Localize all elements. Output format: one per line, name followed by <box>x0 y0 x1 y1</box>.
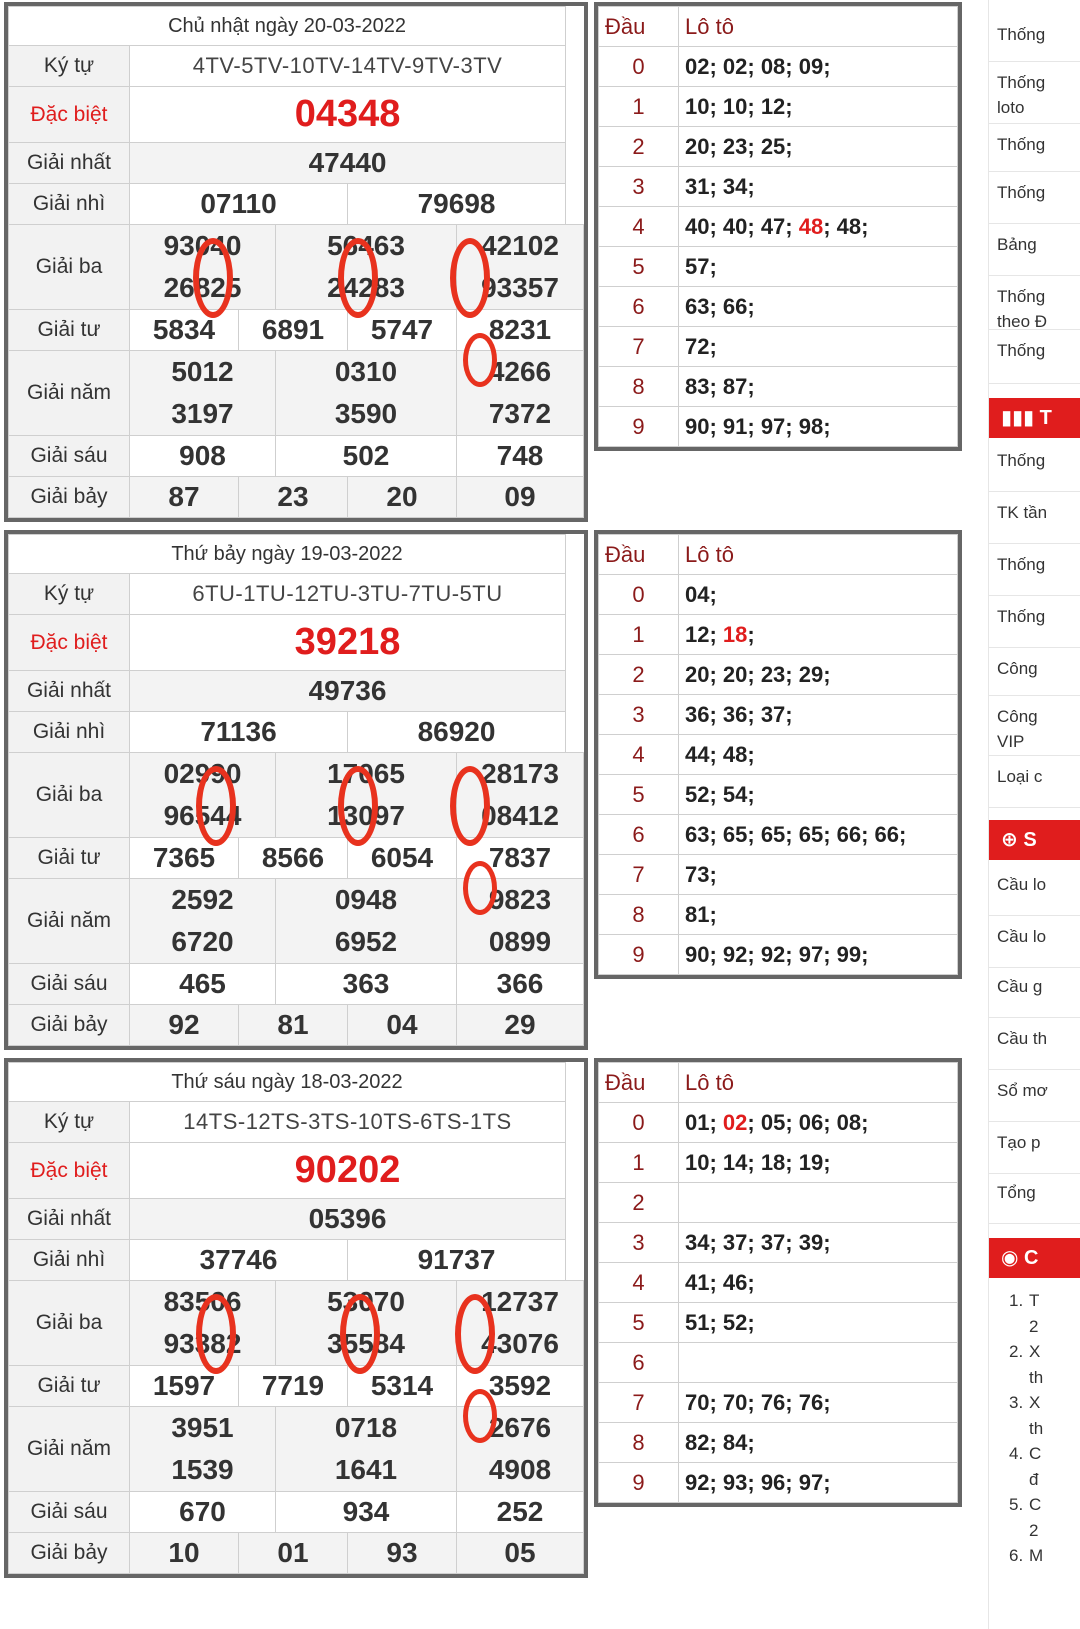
loto-values: 20; 23; 25; <box>685 133 793 159</box>
loto-dau-digit: 6 <box>632 293 645 319</box>
giai-ba-value: 35584 <box>327 1328 405 1359</box>
label-giai-tu: Giải tư <box>37 1374 101 1397</box>
giai-nam-value: 0948 <box>334 884 398 915</box>
giai-nam-value: 1641 <box>334 1454 398 1485</box>
loto-values: 73; <box>685 861 717 887</box>
loto-values: ; 48; <box>823 213 869 239</box>
loto-table <box>594 1058 962 1507</box>
sidebar-section-header: ◉ C <box>989 1238 1080 1278</box>
giai-bay-value: 87 <box>168 481 200 512</box>
giai-tu-value: 6891 <box>261 314 325 345</box>
giai-bay-value: 20 <box>386 481 418 512</box>
result-block <box>0 0 1040 530</box>
list-number: 4. <box>1009 1444 1024 1463</box>
label-giai-nhi: Giải nhì <box>32 720 106 743</box>
sidebar-link[interactable]: Thống loto <box>989 62 1080 124</box>
highlight-circle <box>463 333 497 387</box>
loto-dau-digit: 0 <box>632 53 645 79</box>
giai-bay-value: 81 <box>277 1009 309 1040</box>
sidebar-link[interactable]: Cầu lo <box>989 864 1080 916</box>
loto-values: 41; 46; <box>685 1269 755 1295</box>
sidebar-link[interactable]: Thống <box>989 330 1080 384</box>
loto-dau-digit: 4 <box>632 213 645 239</box>
result-block <box>0 528 1040 1058</box>
giai-tu-value: 7837 <box>488 842 552 873</box>
sidebar-link[interactable]: Tổng <box>989 1172 1080 1224</box>
label-dac-biet: Đặc biệt <box>30 102 108 126</box>
sidebar-link[interactable]: Thống theo Đ <box>989 276 1080 330</box>
loto-values: 02 <box>722 1109 748 1135</box>
label-giai-sau: Giải sáu <box>30 444 108 467</box>
label-giai-bay: Giải bảy <box>30 485 108 508</box>
sidebar-list-item[interactable] <box>989 1441 1080 1492</box>
label-giai-sau: Giải sáu <box>30 972 108 995</box>
giai-sau-value: 465 <box>179 968 226 999</box>
sidebar-list-item[interactable] <box>989 1390 1080 1441</box>
sidebar-link[interactable]: Công <box>989 648 1080 696</box>
label-giai-nam: Giải năm <box>26 909 112 932</box>
giai-nhi-value: 91737 <box>417 1244 496 1275</box>
list-number: 2. <box>1009 1342 1024 1361</box>
loto-values: 44; 48; <box>685 741 755 767</box>
loto-values: 57; <box>685 253 717 279</box>
giai-sau-value: 502 <box>342 440 390 471</box>
label-giai-nhi: Giải nhì <box>32 192 106 215</box>
giai-sau-value: 670 <box>179 1496 226 1527</box>
giai-ba-value: 08412 <box>481 800 559 831</box>
highlight-circle <box>450 238 490 318</box>
giai-bay-value: 92 <box>168 1009 200 1040</box>
sidebar-list-item[interactable] <box>989 1492 1080 1543</box>
loto-table <box>594 530 962 979</box>
sidebar-link[interactable]: Cầu th <box>989 1018 1080 1070</box>
giai-ba-value: 96544 <box>163 800 242 831</box>
label-dac-biet: Đặc biệt <box>30 630 108 654</box>
sidebar-section-header: ⊕ S <box>989 820 1080 860</box>
loto-values: 90; 92; 92; 97; 99; <box>685 941 869 967</box>
label-kytu: Ký tự <box>43 582 95 605</box>
giai-nam-value: 6952 <box>334 926 398 957</box>
giai-nhat-value: 47440 <box>308 147 387 178</box>
giai-tu-value: 3592 <box>488 1370 552 1401</box>
label-dac-biet: Đặc biệt <box>30 1158 108 1182</box>
giai-ba-value: 02990 <box>163 758 242 789</box>
sidebar-link[interactable]: Cầu g <box>989 966 1080 1018</box>
loto-values: 81; <box>685 901 717 927</box>
sidebar-list-item[interactable] <box>989 1288 1080 1339</box>
label-giai-ba: Giải ba <box>35 783 103 806</box>
label-giai-nhat: Giải nhất <box>26 1207 112 1230</box>
loto-values: 72; <box>685 333 717 359</box>
giai-bay-value: 05 <box>504 1537 536 1568</box>
giai-nam-value: 3197 <box>171 398 234 429</box>
loto-dau-digit: 2 <box>632 1189 645 1215</box>
loto-dau-digit: 7 <box>632 333 645 359</box>
sidebar <box>988 0 1080 1629</box>
sidebar-link[interactable]: Thống <box>989 172 1080 224</box>
loto-values: 51; 52; <box>685 1309 755 1335</box>
sidebar-section-header: ▮▮▮ T <box>989 398 1080 438</box>
giai-ba-value: 43076 <box>481 1328 559 1359</box>
loto-dau-digit: 6 <box>632 821 645 847</box>
kytu-value: 14TS-12TS-3TS-10TS-6TS-1TS <box>183 1109 512 1134</box>
label-giai-ba: Giải ba <box>35 255 103 278</box>
list-number: 6. <box>1009 1546 1024 1565</box>
loto-values: 48 <box>798 213 824 239</box>
giai-ba-value: 28173 <box>481 758 559 789</box>
highlight-circle <box>463 1389 497 1443</box>
giai-ba-value: 26825 <box>163 272 242 303</box>
loto-values: 63; 65; 65; 65; 66; 66; <box>685 821 907 847</box>
giai-nhi-value: 79698 <box>417 188 496 219</box>
loto-header-dau: Đầu <box>605 13 646 39</box>
sidebar-link[interactable]: Thống <box>989 124 1080 172</box>
loto-values: 90; 91; 97; 98; <box>685 413 831 439</box>
list-number: 3. <box>1009 1393 1024 1412</box>
kytu-value: 4TV-5TV-10TV-14TV-9TV-3TV <box>192 53 503 78</box>
loto-dau-digit: 4 <box>632 741 645 767</box>
highlight-circle <box>196 1294 236 1374</box>
loto-values: 63; 66; <box>685 293 755 319</box>
giai-bay-value: 29 <box>504 1009 536 1040</box>
sidebar-list-item[interactable] <box>989 1339 1080 1390</box>
loto-dau-digit: 9 <box>632 1469 645 1495</box>
sidebar-link[interactable]: Thống <box>989 544 1080 596</box>
label-giai-sau: Giải sáu <box>30 1500 108 1523</box>
giai-bay-value: 01 <box>277 1537 309 1568</box>
giai-sau-value: 366 <box>496 968 544 999</box>
giai-tu-value: 5314 <box>370 1370 434 1401</box>
loto-values: 12; <box>685 621 723 647</box>
loto-dau-digit: 3 <box>632 173 645 199</box>
draw-date: Thứ sáu ngày 18-03-2022 <box>171 1070 403 1093</box>
sidebar-link[interactable]: Thống <box>989 440 1080 492</box>
loto-values: ; <box>747 621 755 647</box>
label-kytu: Ký tự <box>43 1110 95 1133</box>
giai-nam-value: 5012 <box>171 356 234 387</box>
giai-nam-value: 0899 <box>488 926 552 957</box>
loto-header-loto: Lô tô <box>685 1069 734 1095</box>
giai-nam-value: 0310 <box>334 356 398 387</box>
sidebar-link[interactable]: Loại c <box>989 756 1080 808</box>
giai-nam-value: 7372 <box>488 398 552 429</box>
giai-ba-value: 53070 <box>327 1286 405 1317</box>
label-giai-nhi: Giải nhì <box>32 1248 106 1271</box>
highlight-circle <box>340 1294 380 1374</box>
label-giai-bay: Giải bảy <box>30 1013 108 1036</box>
loto-values: 34; 37; 37; 39; <box>685 1229 831 1255</box>
giai-nhi-value: 71136 <box>200 716 277 747</box>
list-number: 1. <box>1009 1291 1024 1310</box>
loto-dau-digit: 9 <box>632 941 645 967</box>
label-giai-tu: Giải tư <box>37 846 101 869</box>
loto-dau-digit: 5 <box>632 253 645 279</box>
sidebar-list-text: M <box>1029 1546 1044 1565</box>
label-giai-nam: Giải năm <box>26 381 112 404</box>
loto-values: 36; 36; 37; <box>685 701 793 727</box>
giai-ba-value: 93040 <box>163 230 242 261</box>
sidebar-link[interactable]: Tạo p <box>989 1122 1080 1174</box>
highlight-circle <box>196 766 236 846</box>
loto-dau-digit: 2 <box>632 661 645 687</box>
giai-nam-value: 6720 <box>171 926 234 957</box>
giai-nam-value: 4908 <box>488 1454 552 1485</box>
kytu-value: 6TU-1TU-12TU-3TU-7TU-5TU <box>192 581 503 606</box>
giai-nam-value: 3590 <box>334 398 398 429</box>
giai-nam-value: 2676 <box>488 1412 552 1443</box>
dac-biet-value: 39218 <box>294 621 401 663</box>
highlight-circle <box>450 766 490 846</box>
giai-ba-value: 42102 <box>481 230 559 261</box>
loto-dau-digit: 3 <box>632 1229 645 1255</box>
result-block <box>0 1056 1040 1586</box>
giai-ba-value: 13097 <box>327 800 405 831</box>
dac-biet-value: 04348 <box>294 93 401 135</box>
sidebar-list-text: C 2 <box>1029 1495 1042 1540</box>
highlight-circle <box>338 766 378 846</box>
giai-ba-value: 12737 <box>481 1286 559 1317</box>
giai-nhat-value: 05396 <box>308 1203 387 1234</box>
sidebar-link[interactable]: Bảng <box>989 224 1080 276</box>
dac-biet-value: 90202 <box>294 1149 401 1191</box>
giai-tu-value: 7365 <box>152 842 216 873</box>
loto-dau-digit: 5 <box>632 781 645 807</box>
loto-dau-digit: 1 <box>632 621 645 647</box>
sidebar-link[interactable]: Thống <box>989 14 1080 62</box>
loto-values: 02; 02; 08; 09; <box>685 53 831 79</box>
loto-values: 82; 84; <box>685 1429 755 1455</box>
giai-ba-value: 56463 <box>327 230 405 261</box>
giai-tu-value: 8566 <box>261 842 325 873</box>
giai-sau-value: 252 <box>496 1496 544 1527</box>
giai-tu-value: 5747 <box>370 314 434 345</box>
list-number: 5. <box>1009 1495 1024 1514</box>
loto-header-dau: Đầu <box>605 541 646 567</box>
loto-values: 20; 20; 23; 29; <box>685 661 831 687</box>
loto-dau-digit: 0 <box>632 581 645 607</box>
draw-date: Thứ bảy ngày 19-03-2022 <box>171 542 403 565</box>
giai-sau-value: 934 <box>342 1496 390 1527</box>
loto-values: 31; 34; <box>685 173 755 199</box>
giai-tu-value: 1597 <box>152 1370 216 1401</box>
sidebar-link[interactable]: Công VIP <box>989 696 1080 756</box>
result-table <box>4 1058 588 1578</box>
giai-nam-value: 0718 <box>334 1412 398 1443</box>
sidebar-link[interactable]: Cầu lo <box>989 916 1080 968</box>
giai-sau-value: 908 <box>179 440 226 471</box>
highlight-circle <box>463 861 497 915</box>
giai-nam-value: 4266 <box>488 356 552 387</box>
giai-tu-value: 6054 <box>370 842 434 873</box>
loto-dau-digit: 1 <box>632 1149 645 1175</box>
loto-header-loto: Lô tô <box>685 13 734 39</box>
highlight-circle <box>193 238 233 318</box>
highlight-circle <box>338 238 378 318</box>
loto-dau-digit: 0 <box>632 1109 645 1135</box>
loto-dau-digit: 5 <box>632 1309 645 1335</box>
loto-dau-digit: 7 <box>632 1389 645 1415</box>
loto-values: 01; <box>685 1109 723 1135</box>
loto-dau-digit: 4 <box>632 1269 645 1295</box>
loto-dau-digit: 3 <box>632 701 645 727</box>
loto-values: 04; <box>685 581 717 607</box>
giai-nhi-value: 86920 <box>417 716 496 747</box>
label-giai-nhat: Giải nhất <box>26 151 112 174</box>
giai-nam-value: 9823 <box>488 884 552 915</box>
giai-nam-value: 1539 <box>171 1454 234 1485</box>
sidebar-list-text: C đ <box>1029 1444 1042 1489</box>
loto-values: 92; 93; 96; 97; <box>685 1469 831 1495</box>
loto-header-dau: Đầu <box>605 1069 646 1095</box>
giai-nam-value: 3951 <box>171 1412 234 1443</box>
label-kytu: Ký tự <box>43 54 95 77</box>
giai-tu-value: 5834 <box>152 314 216 345</box>
label-giai-tu: Giải tư <box>37 318 101 341</box>
giai-bay-value: 04 <box>386 1009 418 1040</box>
label-giai-nam: Giải năm <box>26 1437 112 1460</box>
giai-nhi-value: 07110 <box>200 188 277 219</box>
loto-values: 70; 70; 76; 76; <box>685 1389 831 1415</box>
loto-values: 40; 40; 47; <box>685 213 799 239</box>
result-table <box>4 530 588 1050</box>
loto-values: 83; 87; <box>685 373 755 399</box>
label-giai-nhat: Giải nhất <box>26 679 112 702</box>
sidebar-list-text: T 2 <box>1029 1291 1040 1336</box>
giai-nam-value: 2592 <box>171 884 234 915</box>
result-table <box>4 2 588 522</box>
giai-nhat-value: 49736 <box>308 675 387 706</box>
loto-values: 52; 54; <box>685 781 755 807</box>
sidebar-link[interactable]: TK tần <box>989 492 1080 544</box>
loto-dau-digit: 8 <box>632 373 645 399</box>
loto-values: ; 05; 06; 08; <box>747 1109 869 1135</box>
loto-dau-digit: 9 <box>632 413 645 439</box>
sidebar-list-item[interactable] <box>989 1543 1080 1569</box>
giai-ba-value: 17065 <box>327 758 405 789</box>
giai-bay-value: 93 <box>386 1537 418 1568</box>
loto-dau-digit: 8 <box>632 1429 645 1455</box>
sidebar-list-text: X th <box>1029 1393 1044 1438</box>
giai-bay-value: 09 <box>504 481 536 512</box>
sidebar-link[interactable]: Thống <box>989 596 1080 648</box>
sidebar-link[interactable]: Sổ mơ <box>989 1070 1080 1122</box>
giai-sau-value: 748 <box>496 440 544 471</box>
loto-values: 10; 14; 18; 19; <box>685 1149 831 1175</box>
giai-bay-value: 10 <box>168 1537 200 1568</box>
loto-dau-digit: 2 <box>632 133 645 159</box>
giai-ba-value: 93357 <box>481 272 559 303</box>
giai-tu-value: 7719 <box>261 1370 325 1401</box>
sidebar-list-text: X th <box>1029 1342 1044 1387</box>
giai-ba-value: 93382 <box>163 1328 242 1359</box>
loto-dau-digit: 1 <box>632 93 645 119</box>
loto-dau-digit: 8 <box>632 901 645 927</box>
draw-date: Chủ nhật ngày 20-03-2022 <box>168 14 407 37</box>
label-giai-bay: Giải bảy <box>30 1541 108 1564</box>
loto-values: 18 <box>722 621 748 647</box>
loto-table <box>594 2 962 451</box>
giai-tu-value: 8231 <box>488 314 552 345</box>
giai-nhi-value: 37746 <box>199 1244 278 1275</box>
giai-bay-value: 23 <box>277 481 309 512</box>
loto-header-loto: Lô tô <box>685 541 734 567</box>
giai-ba-value: 24283 <box>327 272 405 303</box>
loto-dau-digit: 7 <box>632 861 645 887</box>
highlight-circle <box>455 1294 495 1374</box>
label-giai-ba: Giải ba <box>35 1311 103 1334</box>
loto-values: 10; 10; 12; <box>685 93 793 119</box>
giai-ba-value: 83506 <box>163 1286 242 1317</box>
loto-dau-digit: 6 <box>632 1349 645 1375</box>
giai-sau-value: 363 <box>342 968 390 999</box>
